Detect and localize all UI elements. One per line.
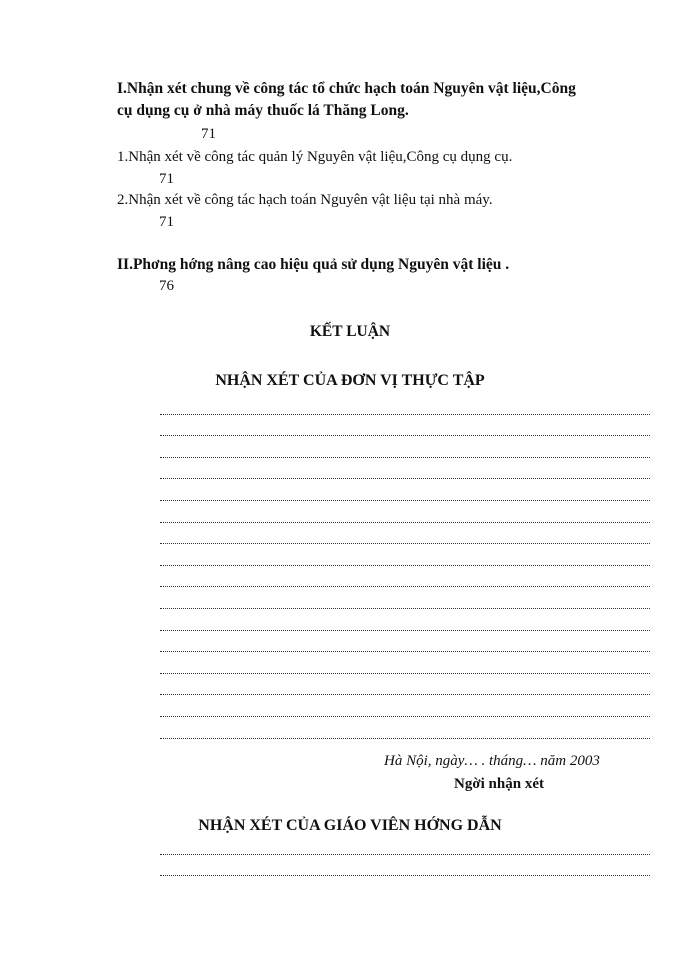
dotted-line [160,699,650,721]
dotted-line [160,635,650,657]
dotted-line [160,483,650,505]
dotted-line [160,721,650,743]
dotted-line [160,837,650,859]
toc-section-1-page: 71 [201,126,216,142]
dotted-line [160,678,650,700]
dotted-line [160,440,650,462]
internship-review-heading: NHẬN XÉT CỦA ĐƠN VỊ THỰC TẬP [215,372,485,389]
signer-label: Ngời nhận xét [454,776,544,792]
date-line: Hà Nội, ngày… . tháng… năm 2003 [384,753,600,769]
toc-section-1-title-line-2: cụ dụng cụ ở nhà máy thuốc lá Thăng Long. [117,102,409,119]
dotted-line [160,419,650,441]
toc-item-2-page: 71 [159,214,174,230]
dotted-line [160,570,650,592]
toc-item-2-label: 2.Nhận xét về công tác hạch toán Nguyên vật liệu tại nhà máy. [117,192,493,208]
dotted-line [160,656,650,678]
toc-section-2-page: 76 [159,278,174,294]
dotted-line [160,548,650,570]
toc-item-1-page: 71 [159,171,174,187]
dotted-line [160,462,650,484]
dotted-line [160,397,650,419]
dotted-line [160,527,650,549]
toc-section-1-title-line-1: I.Nhận xét chung về công tác tổ chức hạch toán Nguyên vật liệu,Công [117,80,576,97]
internship-review-lines [160,397,650,743]
toc-item-1-label: 1.Nhận xét về công tác quản lý Nguyên vật liệu,Công cụ dụng cụ. [117,149,513,165]
dotted-line [160,505,650,527]
conclusion-heading: KẾT LUẬN [309,323,391,340]
supervisor-review-heading: NHẬN XÉT CỦA GIÁO VIÊN HỚNG DẪN [198,817,502,834]
dotted-line [160,613,650,635]
dotted-line [160,591,650,613]
toc-section-2-title: II.Phơng hớng nâng cao hiệu quả sử dụng Nguyên vật liệu . [117,256,510,273]
dotted-line [160,859,650,881]
supervisor-review-lines [160,837,650,880]
